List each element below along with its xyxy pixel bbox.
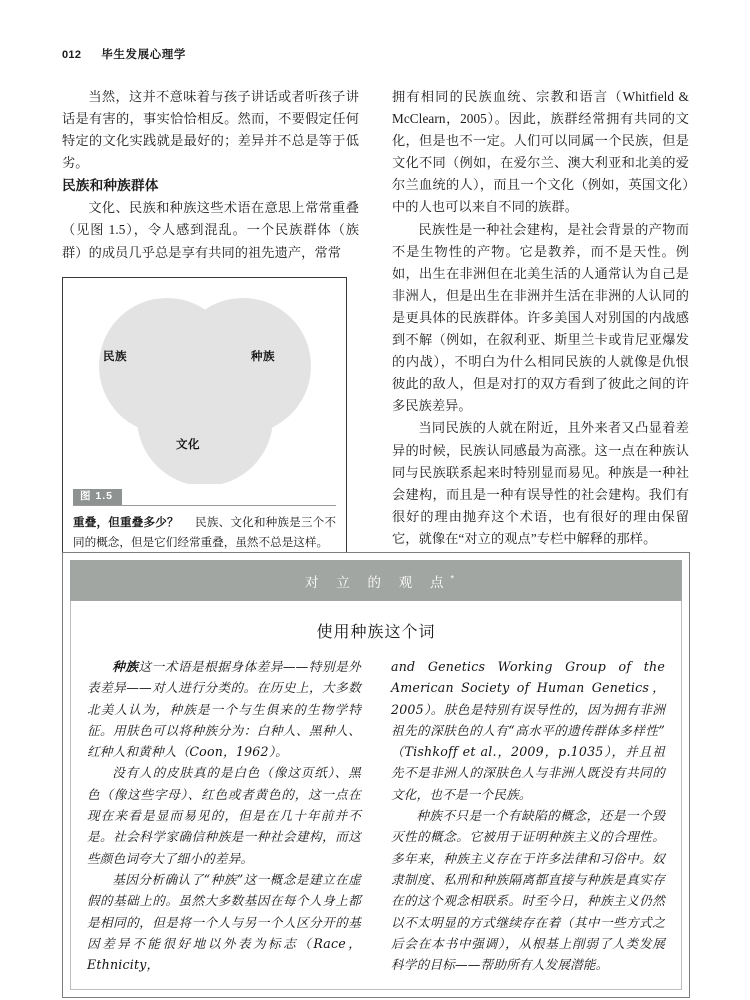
figure-caption-body: 民族、文化和种族是三个不同的概念，但是它们经常重叠，虽然不总是这样。 xyxy=(73,516,336,549)
paragraph: 当同民族的人就在附近，且外来者又凸显着差异的时候，民族认同感最为高涨。这一点在种族认同与民族联系起来时特别显而易见。种族是一种社会建构，而且是一种有误导性的社会建构。我们有很好的理由抛弃这个术语，也有很好的理由保留它，就像在“对立的观点”专栏中解释的那样。 xyxy=(392,420,689,546)
venn-label-culture: 文化 xyxy=(176,438,200,451)
ov-paragraph xyxy=(87,656,361,762)
ov-paragraph: and Genetics Working Group of the American Society of Human Genetics，2005）。肤色是特别有误导性的，因为拥有非洲祖先的深肤色的人有“高水平的遗传群体多样性”（Tishkoff et al.，2009，p.1035），并且祖先不是非洲人的深肤色人与非洲人既没有共同的文化，也不是一个民族。 xyxy=(391,659,665,802)
figure-number-badge: 图 1.5 xyxy=(73,489,122,506)
venn-circle-culture xyxy=(137,350,273,484)
book-title: 毕生发展心理学 xyxy=(101,49,186,61)
running-head xyxy=(62,46,186,62)
page-number: 012 xyxy=(62,49,82,61)
ov-right-column xyxy=(391,656,665,975)
venn-label-ethnicity: 民族 xyxy=(103,350,127,363)
body-columns xyxy=(62,86,690,564)
paragraph: 文化、民族和种族这些术语在意思上常常重叠（见图 1.5），令人感到混乱。一个民族群体（族群）的成员几乎总是享有共同的祖先遗产，常常 xyxy=(62,200,359,260)
ov-paragraph: 种族不只是一个有缺陷的概念，还是一个毁灭性的概念。它被用于证明种族主义的合理性。多年来，种族主义存在于许多法律和习俗中。奴隶制度、私刑和种族隔离都直接与种族是真实存在的这个观念相联系。时至今日，种族主义仍然以不太明显的方式继续存在着（其中一些方式之后会在本书中强调），从根基上削弱了人类发展科学的目标——帮助所有人发展潜能。 xyxy=(391,808,665,973)
opposing-viewpoints-box xyxy=(62,552,690,998)
left-column xyxy=(62,86,359,564)
ov-paragraph-text: 这一术语是根据身体差异——特别是外表差异——对人进行分类的。在历史上，大多数北美人认为，种族是一个与生俱来的生物学特征。用肤色可以将种族分为：白种人、黑种人、红种人和黄种人（Coon，1962）。 xyxy=(87,659,361,760)
paragraph: 民族性是一种社会建构，是社会背景的产物而不是生物性的产物。它是教养，而不是天性。例如，出生在非洲但在北美生活的人通常认为自己是非洲人，但是出生在非洲并生活在非洲的人认同的是更具体的民族群体。许多美国人对别国的内战感到不解（例如，在叙利亚、斯里兰卡或肯尼亚爆发的内战），不明白为什么相同民族的人就像是仇恨彼此的敌人，但是对打的双方看到了彼此之间的许多民族差异。 xyxy=(392,221,689,414)
venn-label-race: 种族 xyxy=(251,350,275,363)
figure-1-5 xyxy=(62,277,347,565)
paragraph: 当然，这并不意味着与孩子讲话或者听孩子讲话是有害的，事实恰恰相反。然而，不要假定任何特定的文化实践就是最好的；差异并不总是等于低劣。 xyxy=(62,89,359,171)
figure-caption xyxy=(73,513,336,552)
opposing-viewpoints-title: 使用种族这个词 xyxy=(316,624,436,641)
right-column xyxy=(392,86,689,564)
opposing-viewpoints-inner xyxy=(70,601,682,990)
venn-svg xyxy=(63,284,346,484)
band-asterisk: * xyxy=(450,573,455,583)
figure-rule xyxy=(73,505,336,506)
venn-diagram xyxy=(63,284,346,484)
opposing-viewpoints-band-label xyxy=(298,571,454,591)
figure-caption-lead: 重叠，但重叠多少？ xyxy=(73,516,179,530)
opposing-viewpoints-band xyxy=(70,560,682,601)
ov-paragraph: 没有人的皮肤真的是白色（像这页纸）、黑色（像这些字母）、红色或者黄色的，这一点在现在来看是显而易见的，但是在几十年前并不是。社会科学家确信种族是一种社会建构，而这些颜色词夸大了细小的差异。 xyxy=(87,765,361,866)
opposing-viewpoints-columns xyxy=(87,656,665,975)
ov-paragraph-lead: 种族 xyxy=(112,659,139,674)
paragraph: 拥有相同的民族血统、宗教和语言（Whitfield & McClearn，2005）。因此，族群经常拥有共同的文化，但是也不一定。人们可以同属一个民族，但是文化不同（例如，在爱尔兰、澳大利亚和北美的爱尔兰血统的人），而且一个文化（例如，英国文化）中的人也可以来自不同的族群。 xyxy=(392,89,689,215)
figure-number-row xyxy=(73,486,336,506)
ov-left-column xyxy=(87,656,361,975)
subheading-ethnic-racial-groups: 民族和种族群体 xyxy=(62,178,159,194)
ov-paragraph: 基因分析确认了“种族”这一概念是建立在虚假的基础上的。虽然大多数基因在每个人身上都是相同的，但是将一个人与另一个人区分开的基因差异不能很好地以外表为标志（Race，Ethnicity， xyxy=(87,871,361,973)
band-label-text: 对 立 的 观 点 xyxy=(304,574,451,590)
